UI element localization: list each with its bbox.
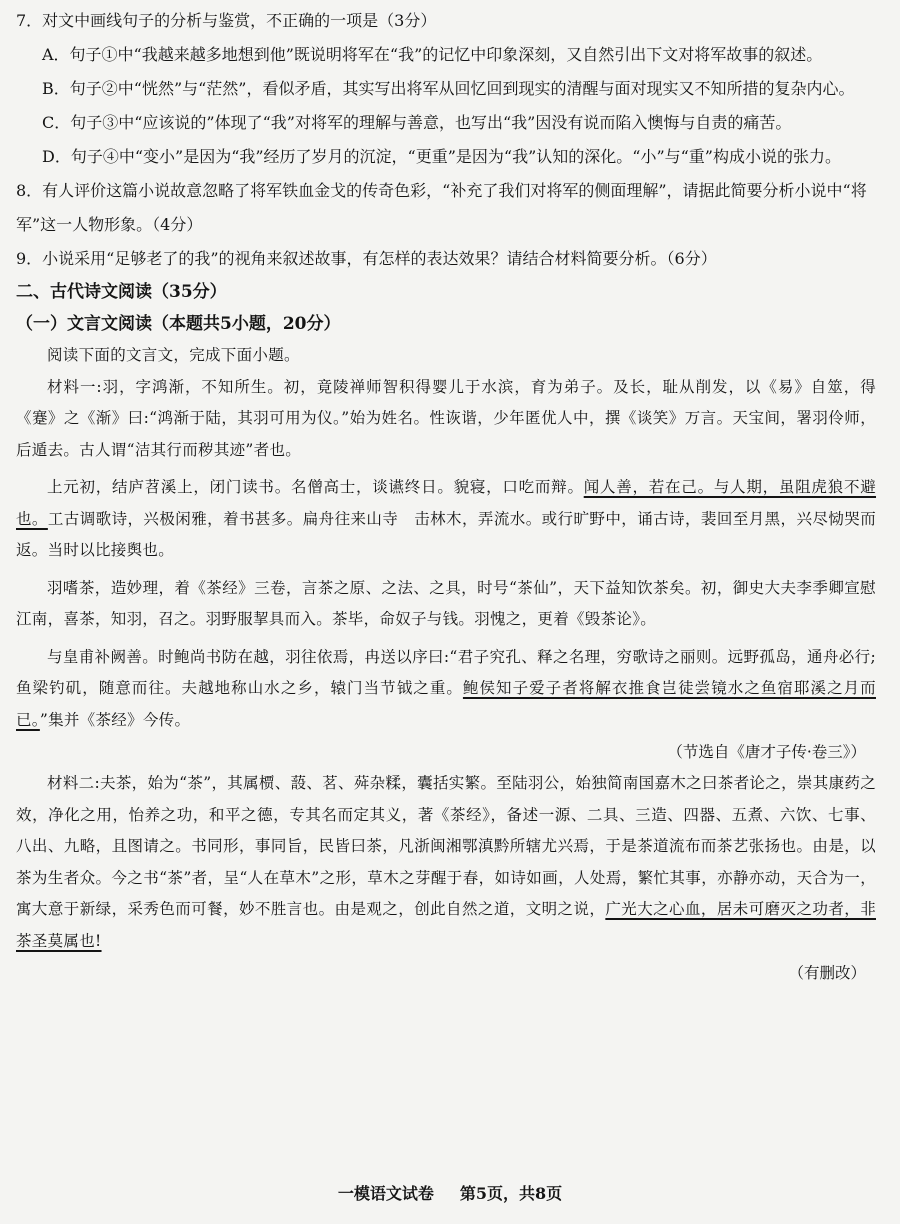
section-title: 二、古代诗文阅读（35分）: [16, 282, 227, 302]
question-7-stem: 7．对文中画线句子的分析与鉴赏，不正确的一项是（3分）: [16, 11, 437, 30]
material1-paragraph-4: [16, 642, 876, 737]
material1-p2-text-a: 上元初，结庐苕溪上，闭门读书。名僧高士，谈䜩终日。貌寝，口吃而辩。: [47, 478, 584, 496]
material2-paragraph: [16, 768, 876, 957]
footer-title: 一模语文试卷: [337, 1184, 434, 1203]
footer-page-number: 第5页，共8页: [459, 1184, 563, 1203]
material1-paragraph-2: [16, 472, 876, 567]
material2-text: 材料二:夫茶，始为“茶”，其属槚、蔎、茗、荈杂糅，囊括实繁。至陆羽公，始独简南国嘉木之曰茶者论之，崇其康药之效，净化之用，怡养之功，和平之德，专其名而定其义，著《茶经》，备述一源、二具、三造、四器、五煮、六饮、七事、八出、九略，且图请之。书同形，事同旨，民皆曰茶，凡浙闽湘鄂滇黔所辖尤兴焉，于是茶道流布而茶艺张扬也。由是，以茶为生者众。今之书“茶”者，呈“人在草木”之形，草木之芽醒于春，如诗如画，人处焉，繁忙其事，亦静亦动，天合为一，寓大意于新绿，采秀色而可餐，妙不胜言也。由是观之，创此自然之道，文明之说，: [16, 774, 876, 918]
material1-paragraph-1: 材料一:羽，字鸿渐，不知所生。初，竟陵禅师智积得婴儿于水滨，育为弟子。及长，耻从削发，以《易》自筮，得《蹇》之《渐》曰:“鸿渐于陆，其羽可用为仪。”始为姓名。性诙谐，少年匿优人中，撰《谈笑》万言。天宝间，署羽伶师，后遁去。古人谓“洁其行而秽其迹”者也。: [16, 377, 876, 459]
material1-paragraph-3: 羽嗜茶，造妙理，着《茶经》三卷，言茶之原、之法、之具，时号“茶仙”，天下益知饮茶矣。初，御史大夫李季卿宣慰江南，喜茶，知羽，召之。羽野服挈具而入。茶毕，命奴子与钱。羽愧之，更着《毁茶论》。: [16, 578, 876, 628]
subsection-title: （一）文言文阅读（本题共5小题，20分）: [16, 314, 341, 334]
question-9-stem: 9．小说采用“足够老了的我”的视角来叙述故事，有怎样的表达效果？请结合材料简要分析。（6分）: [16, 249, 717, 268]
underlined-sentence-2: 鲍侯知子爱子者将解衣推食岂徒尝镜水之鱼宿耶溪之月而已。: [16, 679, 876, 729]
material1-p4-text-b: ”集并《茶经》今传。: [39, 710, 191, 729]
material2-source: （有删改）: [788, 964, 866, 982]
question-8-stem: 8．有人评价这篇小说故意忽略了将军铁血金戈的传奇色彩，“补充了我们对将军的侧面理解”，请据此简要分析小说中“将军”这一人物形象。（4分）: [16, 181, 867, 234]
question-7-option-a: A．句子①中“我越来越多地想到他”既说明将军在“我”的记忆中印象深刻，又自然引出下文对将军故事的叙述。: [42, 45, 823, 64]
page-footer: [0, 1181, 900, 1204]
material1-p2-text-b: 工古调歌诗，兴极闲雅，着书甚多。扁舟往来山寺 击林木，弄流水。或行旷野中，诵古诗，裴回至月黑，兴尽恸哭而返。当时以比接舆也。: [16, 509, 876, 559]
underlined-sentence-3: 广光大之心血，居未可磨灭之功者，非茶圣莫属也!: [16, 900, 876, 950]
underlined-sentence-1: 闻人善，若在己。与人期，虽阻虎狼不避也。: [16, 478, 877, 528]
question-7-option-b: B．句子②中“恍然”与“茫然”，看似矛盾，其实写出将军从回忆回到现实的清醒与面对现实又不知所措的复杂内心。: [42, 79, 855, 98]
material1-p4-text-a: 与皇甫补阙善。时鲍尚书防在越，羽往依焉，冉送以序曰:“君子究孔、释之名理，穷歌诗之丽则。远野孤岛，通舟必行;鱼梁钓矶，随意而往。夫越地称山水之乡，辕门当节钺之重。: [16, 647, 876, 697]
question-7-option-c: C．句子③中“应该说的”体现了“我”对将军的理解与善意，也写出“我”因没有说而陷入懊悔与自责的痛苦。: [42, 113, 792, 132]
question-7-option-d: D．句子④中“变小”是因为“我”经历了岁月的沉淀，“更重”是因为“我”认知的深化。“小”与“重”构成小说的张力。: [42, 147, 841, 166]
instruction: 阅读下面的文言文，完成下面小题。: [47, 346, 300, 364]
material1-source: （节选自《唐才子传·卷三》）: [667, 743, 866, 761]
